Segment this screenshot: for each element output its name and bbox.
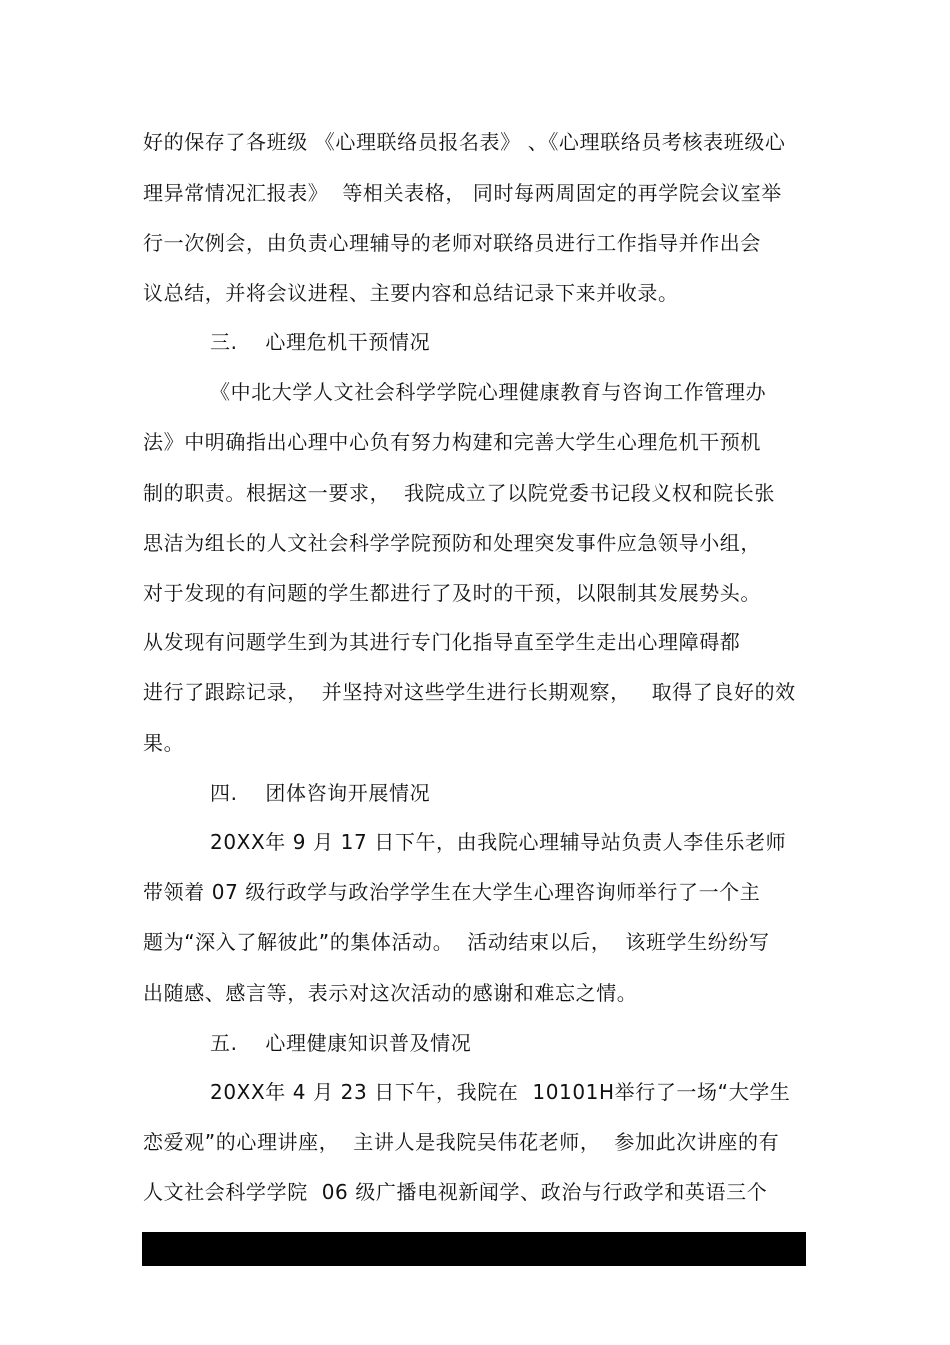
redaction-bar xyxy=(142,1232,806,1266)
text-line-17: 题为“深入了解彼此”的集体活动。 活动结束以后， 该班学生纷纷写 xyxy=(143,930,770,954)
text-line-7: 法》中明确指出心理中心负有努力构建和完善大学生心理危机干预机 xyxy=(143,430,761,454)
text-line-8: 制的职责。根据这一要求， 我院成立了以院党委书记段义权和院长张 xyxy=(143,481,775,505)
text-line-9: 思洁为组长的人文社会科学学院预防和处理突发事件应急领导小组， xyxy=(143,531,761,555)
text-line-3: 行一次例会，由负责心理辅导的老师对联络员进行工作指导并作出会 xyxy=(143,231,761,255)
text-line-18: 出随感、感言等，表示对这次活动的感谢和难忘之情。 xyxy=(143,981,638,1005)
text-line-16: 带领着 07 级行政学与政治学学生在大学生心理咨询师举行了一个主 xyxy=(143,880,761,904)
section-heading-5: 五. 心理健康知识普及情况 xyxy=(210,1031,472,1055)
text-line-12: 进行了跟踪记录， 并坚持对这些学生进行长期观察， 取得了良好的效 xyxy=(143,680,796,704)
text-line-13: 果。 xyxy=(143,731,185,755)
section-heading-4: 四. 团体咨询开展情况 xyxy=(210,781,431,805)
text-line-20: 20XX年 4 月 23 日下午，我院在 10101H举行了一场“大学生 xyxy=(210,1080,791,1104)
text-line-22: 人文社会科学学院 06 级广播电视新闻学、政治与行政学和英语三个 xyxy=(143,1180,768,1204)
text-line-6: 《中北大学人文社会科学学院心理健康教育与咨询工作管理办 xyxy=(210,380,767,404)
text-line-1: 好的保存了各班级 《心理联络员报名表》 、《心理联络员考核表班级心 xyxy=(143,130,786,154)
text-line-2: 理异常情况汇报表》 等相关表格， 同时每两周固定的再学院会议室举 xyxy=(143,181,782,205)
section-heading-3: 三. 心理危机干预情况 xyxy=(210,330,431,354)
text-line-4: 议总结，并将会议进程、主要内容和总结记录下来并收录。 xyxy=(143,281,679,305)
text-line-21: 恋爱观”的心理讲座， 主讲人是我院吴伟花老师， 参加此次讲座的有 xyxy=(143,1130,780,1154)
text-line-11: 从发现有问题学生到为其进行专门化指导直至学生走出心理障碍都 xyxy=(143,630,741,654)
text-line-15: 20XX年 9 月 17 日下午，由我院心理辅导站负责人李佳乐老师 xyxy=(210,830,787,854)
text-line-10: 对于发现的有问题的学生都进行了及时的干预，以限制其发展势头。 xyxy=(143,581,761,605)
